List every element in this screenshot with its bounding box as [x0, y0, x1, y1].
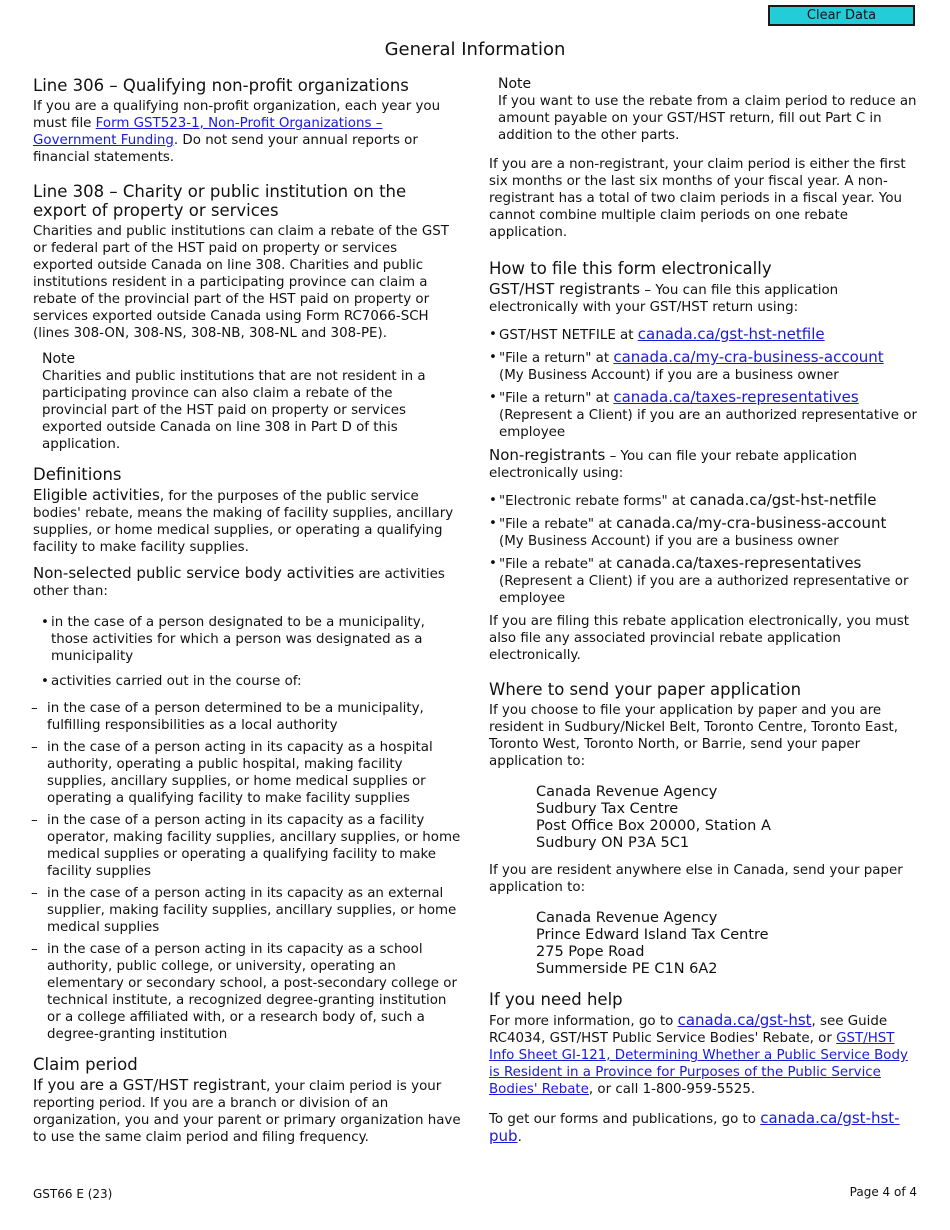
page-number: Page 4 of 4 [849, 1185, 917, 1199]
registrant-options [481, 326, 921, 441]
registrants-text: GST/HST registrants – You can file this application electronically with your GST/HST return using: [489, 280, 839, 315]
publications-text: To get our forms and publications, go to canada.ca/gst-hst-pub. [489, 1109, 900, 1145]
where-to-send-heading: Where to send your paper application [489, 680, 802, 699]
list-item: – in the case of a person determined to be a municipality, fulfilling responsibilities as a local authority [15, 700, 461, 734]
claim-period-heading: Claim period [33, 1055, 138, 1074]
file-electronically-heading: How to file this form electronically [489, 259, 772, 278]
claim-note [498, 76, 921, 144]
pei-instructions: If you are resident anywhere else in Canada, send your paper application to: [489, 863, 903, 895]
gst-hst-netfile-link[interactable]: canada.ca/gst-hst-netfile [637, 325, 825, 343]
left-column [33, 76, 461, 1155]
line-306-heading: Line 306 – Qualifying non-profit organizations [33, 76, 409, 95]
list-item: – in the case of a person acting in its capacity as a school authority, public college, or university, operating an elementary or secondary school, a post-secondary college or technical institute, a recognized degree-granting institution or a college affiliated with, or a research body of, such a degree-granting institution [15, 941, 461, 1043]
line-308-heading: Line 308 – Charity or public institution on the export of property or services [33, 182, 407, 220]
list-item: • in the case of a person designated to be a municipality, those activities for which a person was designated as a municipality [33, 614, 461, 665]
taxes-representatives-link[interactable]: canada.ca/taxes-representatives [613, 388, 859, 406]
non-registrant-claim-text: If you are a non-registrant, your claim period is either the first six months or the last six months of your fiscal year. A non-registrant has a total of two claim periods in a fiscal year. You cannot combine multiple claim periods on one rebate application. [489, 157, 906, 240]
claim-period-text: If you are a GST/HST registrant, your claim period is your reporting period. If you are a branch or division of an organization, you and your parent or primary organization have to use the same claim period and filing frequency. [33, 1076, 461, 1145]
form-identifier: GST66 E (23) [33, 1187, 113, 1201]
line-308-note [42, 351, 461, 453]
page-title: General Information [384, 39, 566, 60]
list-item: – in the case of a person acting in its capacity as an external supplier, making facility supplies, ancillary supplies, or home medical supplies [15, 885, 461, 936]
list-item: – in the case of a person acting in its capacity as a facility operator, making facility supplies, ancillary supplies, or home medical supplies or operating a qualifying facility to make facility supplies [15, 812, 461, 880]
sudbury-address: Canada Revenue Agency Sudbury Tax Centre Post Office Box 20000, Station A Sudbury ON P3A 5C1 [536, 784, 771, 851]
my-business-account-link[interactable]: canada.ca/my-cra-business-account [613, 348, 884, 366]
sudbury-instructions: If you choose to file your application by paper and you are resident in Sudbury/Nickel Belt, Toronto Centre, Toronto East, Toronto West, Toronto North, or Barrie, send your paper application to: [489, 703, 899, 769]
note-text: Charities and public institutions that are not resident in a participating province can also claim a rebate of the provincial part of the HST paid on property or services exported outside Canada on line 308 in Part D of this application. [42, 369, 426, 452]
right-column [489, 76, 921, 1155]
eligible-activities-definition: Eligible activities, for the purposes of the public service bodies' rebate, means the making of facility supplies, ancillary supplies, or home medical supplies, or operating a qualifying facility to make facility supplies. [33, 486, 454, 555]
gst-hst-link[interactable]: canada.ca/gst-hst [677, 1011, 812, 1029]
list-item: – in the case of a person acting in its capacity as a hospital authority, operating a public hospital, making facility supplies, ancillary supplies, or home medical supplies or operating a qualifying facility to make facility supplies [15, 739, 461, 807]
activity-dash-list [15, 700, 461, 1043]
pei-address: Canada Revenue Agency Prince Edward Island Tax Centre 275 Pope Road Summerside PE C1N 6A2 [536, 910, 769, 977]
non-registrant-options [481, 492, 921, 607]
note-title: Note [498, 76, 532, 92]
definition-bullets [33, 614, 461, 690]
list-item: • GST/HST NETFILE at canada.ca/gst-hst-netfile [481, 326, 921, 344]
list-item: • "Electronic rebate forms" at canada.ca/gst-hst-netfile [481, 492, 921, 510]
non-selected-definition: Non-selected public service body activities are activities other than: [33, 564, 445, 599]
note-text: If you want to use the rebate from a claim period to reduce an amount payable on your GST/HST return, fill out Part C in addition to the other parts. [498, 94, 917, 143]
list-item: • "File a rebate" at canada.ca/my-cra-business-account (My Business Account) if you are a business owner [481, 515, 921, 550]
definitions-heading: Definitions [33, 465, 122, 484]
electronic-filing-text: If you are filing this rebate application electronically, you must also file any associated provincial rebate application electronically. [489, 614, 910, 663]
non-registrants-text: Non-registrants – You can file your rebate application electronically using: [489, 446, 857, 481]
note-title: Note [42, 351, 76, 367]
form-gst523-1-link[interactable]: Form GST523-1, Non-Profit Organizations – Government Funding [33, 116, 383, 148]
need-help-heading: If you need help [489, 990, 623, 1009]
list-item: • "File a rebate" at canada.ca/taxes-representatives (Represent a Client) if you are a authorized representative or employee [481, 555, 921, 607]
list-item: • "File a return" at canada.ca/my-cra-business-account (My Business Account) if you are a business owner [481, 349, 921, 384]
gst-hst-pub-link[interactable]: canada.ca/gst-hst-pub [489, 1109, 900, 1145]
line-306-text: If you are a qualifying non-profit organization, each year you must file Form GST523-1, Non-Profit Organizations – Government Funding. Do not send your annual reports or financial statements. [33, 99, 441, 165]
list-item: • "File a return" at canada.ca/taxes-representatives (Represent a Client) if you are an authorized representative or employee [481, 389, 921, 441]
list-item: • activities carried out in the course of: [33, 673, 461, 690]
help-text: For more information, go to canada.ca/gst-hst, see Guide RC4034, GST/HST Public Service Bodies' Rebate, or GST/HST Info Sheet GI-121, Determining Whether a Public Service Body is Resident in a Province for Purposes of the Public Service Bodies' Rebate, or call 1-800-959-5525. [489, 1011, 908, 1097]
line-308-text: Charities and public institutions can claim a rebate of the GST or federal part of the HST paid on property or services exported outside Canada on line 308. Charities and public institutions resident in a participating province can claim a rebate of the provincial part of the HST paid on property or services exported outside Canada using Form RC7066-SCH (lines 308-ON, 308-NS, 308-NB, 308-NL and 308-PE). [33, 224, 449, 341]
clear-data-button[interactable]: Clear Data [768, 5, 915, 26]
info-sheet-gi-121-link[interactable]: GST/HST Info Sheet GI-121, Determining Whether a Public Service Body is Resident in a Province for Purposes of the Public Service Bodies' Rebate [489, 1031, 908, 1097]
